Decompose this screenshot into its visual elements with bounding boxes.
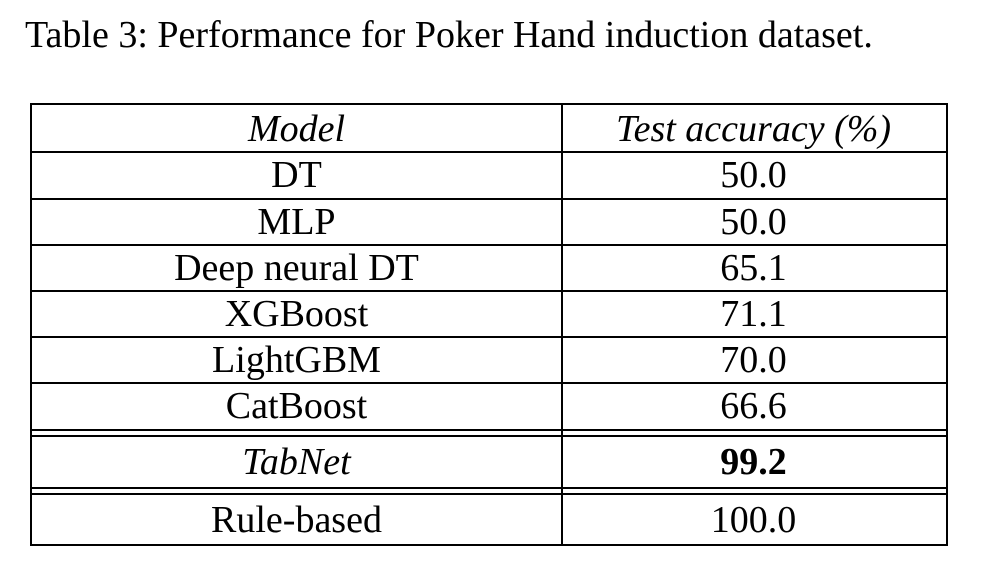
table-row (32, 495, 946, 544)
table-row (32, 152, 946, 198)
double-rule-top (32, 429, 946, 431)
table-row (32, 291, 946, 337)
header-accuracy: Test accuracy (%) (615, 107, 892, 150)
accuracy-cell: 70.0 (720, 339, 787, 381)
model-cell: MLP (257, 201, 336, 243)
model-cell: CatBoost (225, 385, 368, 427)
accuracy-cell-best: 99.2 (720, 441, 787, 483)
model-cell: DT (271, 154, 322, 196)
table-row (32, 383, 946, 429)
accuracy-cell: 65.1 (720, 247, 787, 289)
header-model: Model (247, 107, 346, 150)
accuracy-cell: 100.0 (710, 498, 797, 541)
model-cell: TabNet (242, 441, 351, 483)
table-row (32, 245, 946, 291)
accuracy-cell: 50.0 (720, 201, 787, 243)
table-header-row (32, 105, 946, 152)
table-row (32, 337, 946, 383)
model-cell: Rule-based (211, 498, 382, 541)
accuracy-cell: 66.6 (720, 385, 787, 427)
double-rule-top (32, 487, 946, 489)
table-row-highlight (32, 437, 946, 487)
model-cell: LightGBM (212, 339, 381, 381)
accuracy-cell: 71.1 (720, 293, 787, 335)
results-table (30, 103, 948, 546)
accuracy-cell: 50.0 (720, 154, 787, 196)
model-cell: Deep neural DT (174, 247, 419, 289)
model-cell: XGBoost (224, 293, 369, 335)
table-caption: Table 3: Performance for Poker Hand induction dataset. (25, 14, 873, 56)
table-row (32, 199, 946, 245)
